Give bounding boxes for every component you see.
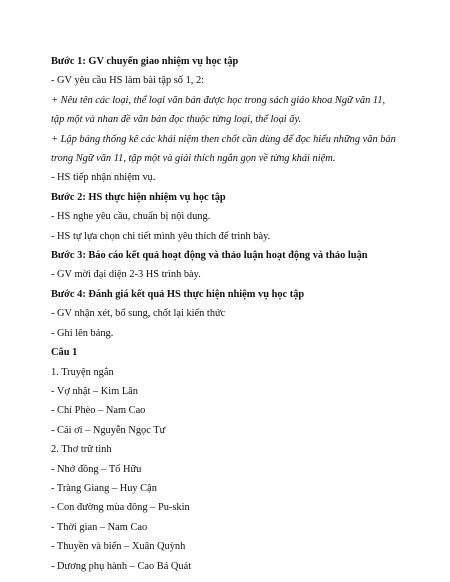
step-2-item-2: - HS tự lựa chọn chi tiết mình yêu thích để trình bày. [51, 230, 271, 242]
document-page [51, 52, 411, 576]
task-1-line-1: + Nêu tên các loại, thể loại văn bản được học trong sách giáo khoa Ngữ văn 11, [51, 94, 386, 106]
question-1-heading: Câu 1 [51, 347, 78, 359]
step-2-heading: Bước 2: HS thực hiện nhiệm vụ học tập [51, 191, 226, 203]
step-3-item-1: - GV mời đại diện 2-3 HS trình bày. [51, 269, 201, 281]
list-item: - Cái ơi – Nguyễn Ngọc Tư [51, 424, 166, 436]
list-item: - Thời gian – Nam Cao [51, 521, 148, 533]
category-lyric-poetry: 2. Thơ trữ tình [51, 444, 112, 456]
task-2-line-2: trong Ngữ văn 11, tập một và giải thích ngắn gọn về từng khái niệm. [51, 153, 336, 165]
step-1-receive: - HS tiếp nhận nhiệm vụ. [51, 172, 156, 184]
list-item: - Nhớ đồng – Tố Hữu [51, 463, 142, 475]
step-2-item-1: - HS nghe yêu cầu, chuẩn bị nội dung. [51, 211, 211, 223]
list-item: - Vợ nhặt – Kim Lân [51, 385, 138, 397]
list-item: - Tràng Giang – Huy Cận [51, 482, 157, 494]
step-4-item-2: - Ghi lên bảng. [51, 327, 114, 339]
list-item: - Con đường mùa đông – Pu-skin [51, 502, 190, 514]
task-1-line-2: tập một và nhan đề văn bản đọc thuộc từng loại, thể loại ấy. [51, 114, 302, 126]
list-item: - Dương phụ hành – Cao Bá Quát [51, 560, 192, 572]
step-4-heading: Bước 4: Đánh giá kết quả HS thực hiện nhiệm vụ học tập [51, 288, 305, 300]
step-3-heading: Bước 3: Báo cáo kết quả hoạt động và thảo luận hoạt động và thảo luận [51, 250, 368, 262]
list-item: - Chí Phèo – Nam Cao [51, 405, 146, 417]
task-2-line-1: + Lập bảng thống kê các khái niệm then chốt cần dùng để đọc hiểu những văn bản [51, 133, 396, 145]
list-item: - Thuyền và biển – Xuân Quỳnh [51, 541, 186, 553]
step-4-item-1: - GV nhận xét, bổ sung, chốt lại kiến thức [51, 308, 226, 320]
step-1-instruction: - GV yêu cầu HS làm bài tập số 1, 2: [51, 75, 205, 87]
step-1-heading: Bước 1: GV chuyển giao nhiệm vụ học tập [51, 56, 239, 67]
category-short-story: 1. Truyện ngắn [51, 366, 114, 378]
